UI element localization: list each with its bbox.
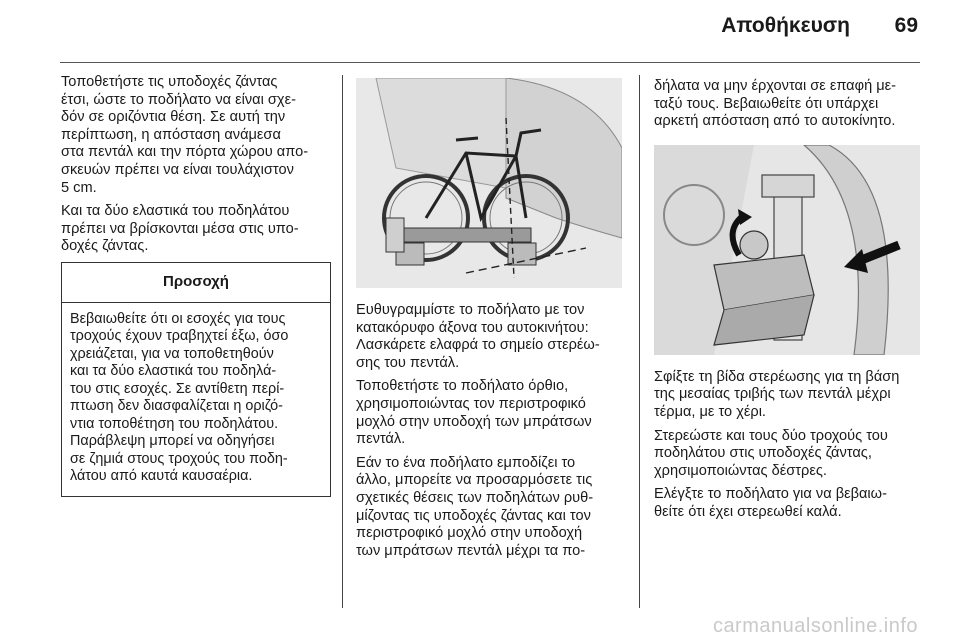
col1-paragraph-2: Και τα δύο ελαστικά του ποδηλάτου πρέπει να βρίσκονται μέσα στις υπο- δοχές ζάντας. xyxy=(61,203,299,255)
caution-title: Προσοχή xyxy=(62,263,330,303)
header-rule xyxy=(60,62,920,63)
pedal-clamp-illustration xyxy=(654,145,920,355)
watermark: carmanualsonline.info xyxy=(712,615,918,637)
col3-paragraph-4: Ελέγξτε το ποδήλατο για να βεβαιω- θείτε ότι έχει στερεωθεί καλά. xyxy=(654,486,887,520)
caution-body: Βεβαιωθείτε ότι οι εσοχές για τους τροχούς έχουν τραβηχτεί έξω, όσο χρειάζεται, για να τοποθετηθούν και τα δύο ελαστικά του ποδηλά- του στις εσοχές. Σε αντίθετη περί- πτωση δεν διασφαλίζεται η οριζό- ντια τοποθέτηση του ποδηλάτου. Παράβλεψη μπορεί να οδηγήσει σε ζημιά στους τροχούς του ποδη- λάτου από καυτά καυσαέρια. xyxy=(70,310,289,485)
col1-paragraph-1: Τοποθετήστε τις υποδοχές ζάντας έτσι, ώστε το ποδήλατο να είναι σχε- δόν σε οριζόντια θέση. Σε αυτή την περίπτωση, η απόσταση ανάμεσα στα πεντάλ και την πόρτα χώρου απο- σκευών πρέπει να είναι τουλάχιστον 5 cm. xyxy=(61,74,309,196)
caution-box xyxy=(61,262,331,497)
column-divider-left xyxy=(342,75,343,608)
col2-paragraph-3: Εάν το ένα ποδήλατο εμποδίζει το άλλο, μπορείτε να προσαρμόσετε τις σχετικές θέσεις των ποδηλάτων ρυθ- μίζοντας τις υποδοχές ζάντας και τον περιστροφικό μοχλό στην υποδοχή των μπράτσων πεντάλ μέχρι τα πο- xyxy=(356,454,594,559)
col2-paragraph-2: Τοποθετήστε το ποδήλατο όρθιο, χρησιμοποιώντας τον περιστροφικό μοχλό στην υποδοχή των μπράτσων πεντάλ. xyxy=(356,378,592,448)
column-2 xyxy=(356,78,626,566)
bike-carrier-figure xyxy=(356,78,622,288)
col3-paragraph-3: Στερεώστε και τους δύο τροχούς του ποδηλάτου στις υποδοχές ζάντας, χρησιμοποιώντας δέστρες. xyxy=(654,427,888,479)
page-number: 69 xyxy=(894,14,918,37)
pedal-clamp-figure xyxy=(654,145,920,355)
column-divider-right xyxy=(639,75,640,608)
bike-carrier-illustration xyxy=(356,78,622,288)
col3-paragraph-1: δήλατα να μην έρχονται σε επαφή με- ταξύ τους. Βεβαιωθείτε ότι υπάρχει αρκετή απόσταση από το αυτοκίνητο. xyxy=(654,78,897,130)
column-1 xyxy=(61,74,331,497)
col2-paragraph-1: Ευθυγραμμίστε το ποδήλατο με τον κατακόρυφο άξονα του αυτοκινήτου: Λασκάρετε ελαφρά το σημείο στερέω- σης του πεντάλ. xyxy=(356,302,600,371)
col3-paragraph-2: Σφίξτε τη βίδα στερέωσης για τη βάση της μεσαίας τριβής των πεντάλ μέχρι τέρμα, με το χέρι. xyxy=(654,368,900,420)
column-3 xyxy=(654,78,930,528)
page-title: Αποθήκευση xyxy=(721,14,850,37)
